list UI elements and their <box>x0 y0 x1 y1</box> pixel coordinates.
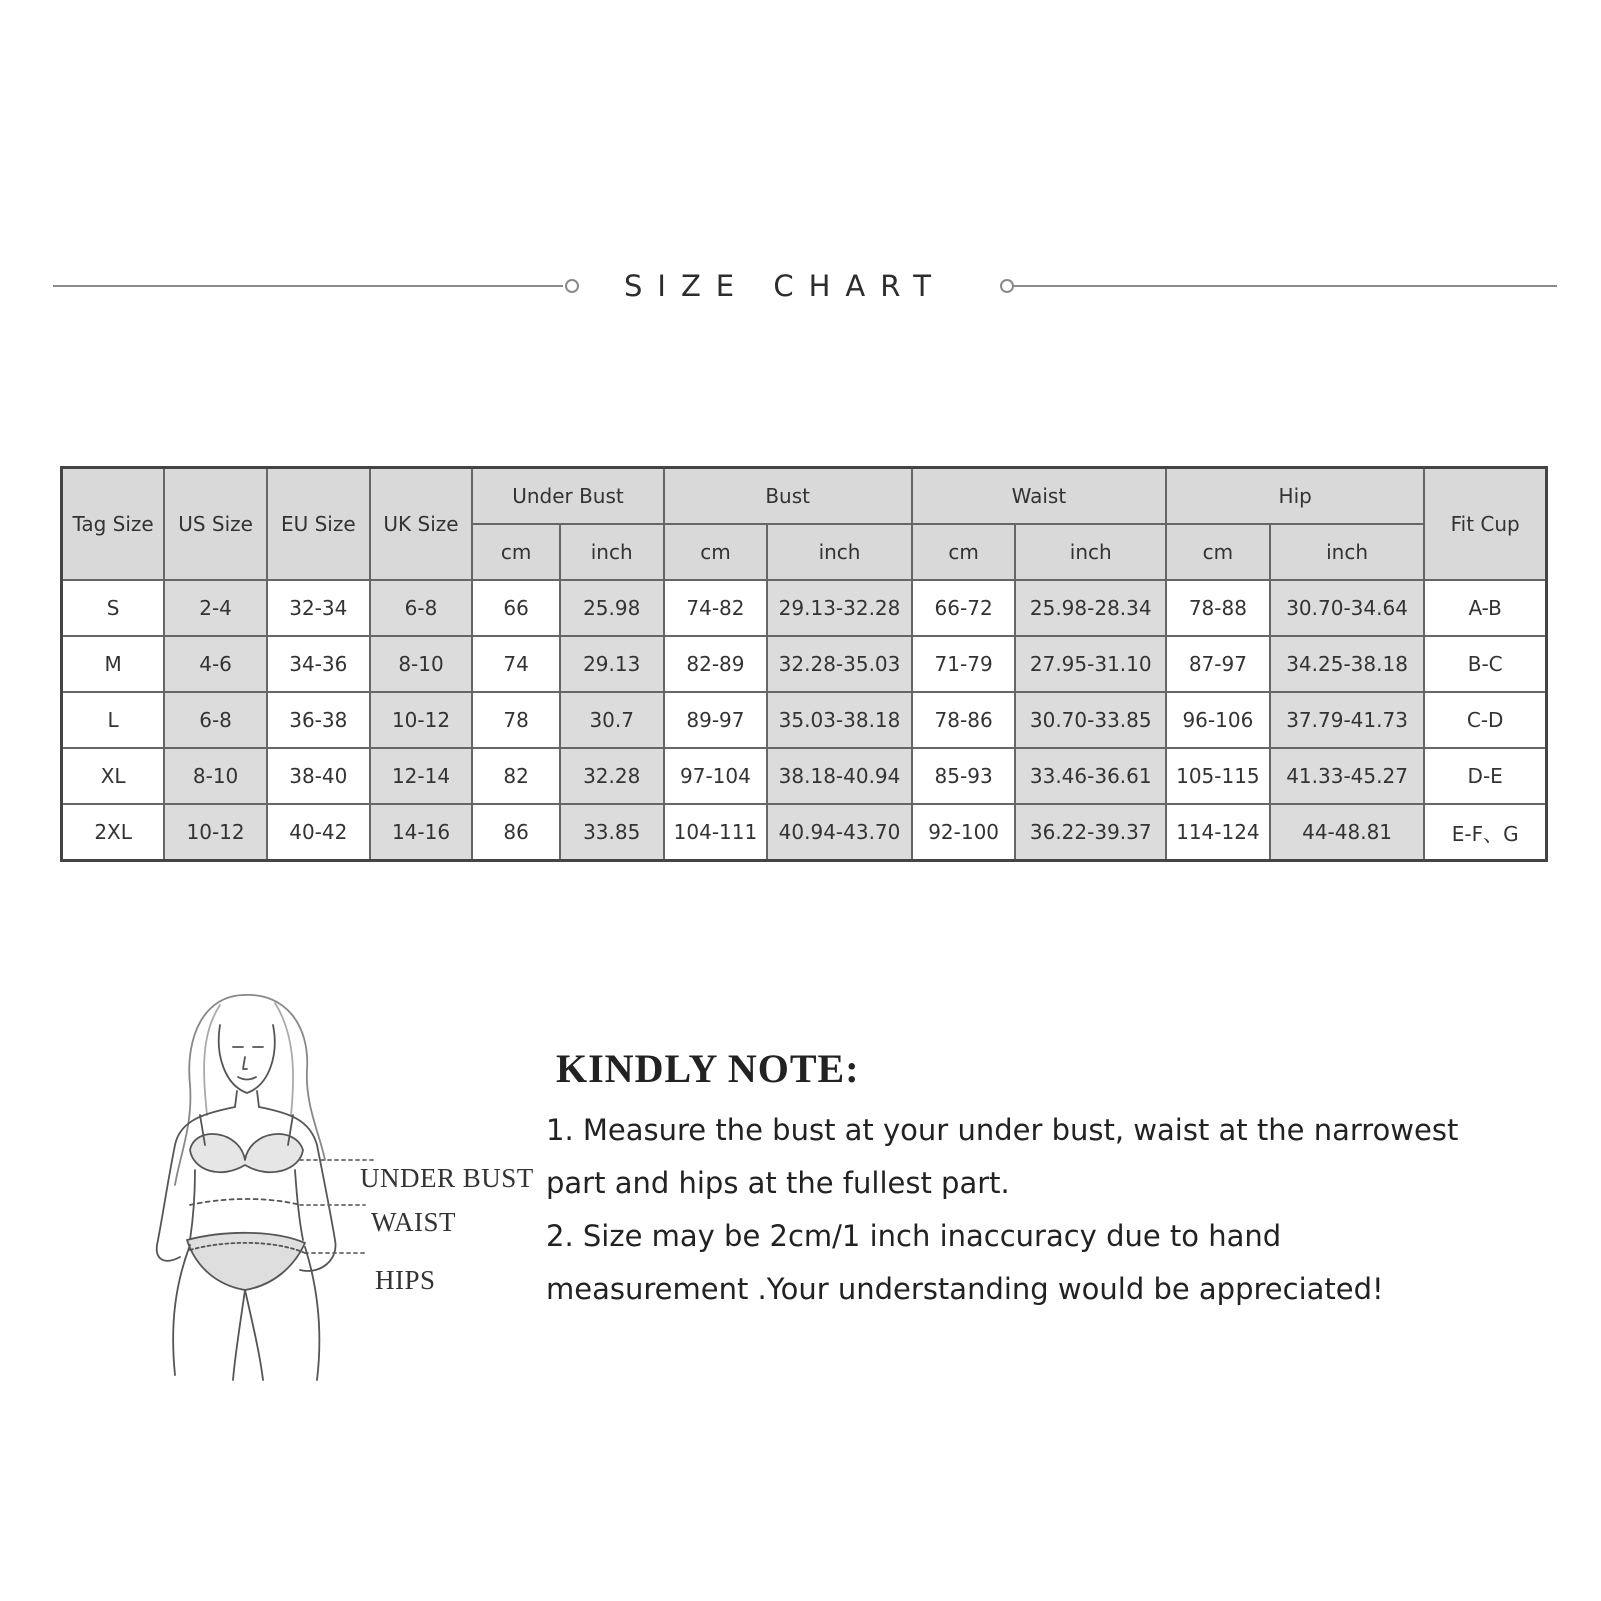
table-cell: 32.28 <box>560 748 664 804</box>
table-cell: M <box>62 636 165 692</box>
header-uk-size: UK Size <box>370 468 473 581</box>
table-row <box>62 636 1547 692</box>
note-line-1: 1. Measure the bust at your under bust, waist at the narrowest <box>546 1113 1459 1147</box>
table-cell: 27.95-31.10 <box>1015 636 1166 692</box>
table-cell: 37.79-41.73 <box>1270 692 1425 748</box>
table-row <box>62 580 1547 636</box>
table-cell: 36-38 <box>267 692 370 748</box>
table-cell: 2-4 <box>164 580 267 636</box>
header-eu-size: EU Size <box>267 468 370 581</box>
page-title: SIZE CHART <box>623 269 947 303</box>
table-cell: 30.7 <box>560 692 664 748</box>
table-row <box>62 692 1547 748</box>
subheader-cm: cm <box>664 524 768 580</box>
subheader-inch: inch <box>560 524 664 580</box>
note-title: KINDLY NOTE: <box>556 1046 860 1091</box>
header-bust: Bust <box>664 468 912 525</box>
table-cell: 34.25-38.18 <box>1270 636 1425 692</box>
table-cell: 2XL <box>62 804 165 861</box>
table-cell: 92-100 <box>912 804 1016 861</box>
table-cell: 89-97 <box>664 692 768 748</box>
table-cell: 82 <box>472 748 559 804</box>
title-rule-left <box>53 285 563 287</box>
table-cell: 87-97 <box>1166 636 1270 692</box>
table-row <box>62 804 1547 861</box>
table-cell: 82-89 <box>664 636 768 692</box>
table-cell: 34-36 <box>267 636 370 692</box>
table-cell: 104-111 <box>664 804 768 861</box>
table-cell: 8-10 <box>164 748 267 804</box>
table-cell: XL <box>62 748 165 804</box>
table-cell: 12-14 <box>370 748 473 804</box>
table-cell: 30.70-34.64 <box>1270 580 1425 636</box>
table-cell: 78-88 <box>1166 580 1270 636</box>
table-cell: 85-93 <box>912 748 1016 804</box>
table-cell: 33.46-36.61 <box>1015 748 1166 804</box>
table-cell: C-D <box>1424 692 1546 748</box>
subheader-cm: cm <box>912 524 1016 580</box>
table-cell: 78-86 <box>912 692 1016 748</box>
table-cell: 33.85 <box>560 804 664 861</box>
table-cell: 71-79 <box>912 636 1016 692</box>
table-cell: 44-48.81 <box>1270 804 1425 861</box>
table-cell: 6-8 <box>164 692 267 748</box>
title-row <box>0 268 1601 308</box>
header-waist: Waist <box>912 468 1166 525</box>
header-fit-cup: Fit Cup <box>1424 468 1546 581</box>
table-cell: 41.33-45.27 <box>1270 748 1425 804</box>
table-cell: 40.94-43.70 <box>767 804 911 861</box>
header-tag-size: Tag Size <box>62 468 165 581</box>
subheader-inch: inch <box>1015 524 1166 580</box>
table-cell: 25.98-28.34 <box>1015 580 1166 636</box>
note-line-4: measurement .Your understanding would be appreciated! <box>546 1272 1384 1306</box>
note-line-2: part and hips at the fullest part. <box>546 1166 1010 1200</box>
table-cell: 10-12 <box>370 692 473 748</box>
table-cell: D-E <box>1424 748 1546 804</box>
table-cell: 78 <box>472 692 559 748</box>
table-cell: 96-106 <box>1166 692 1270 748</box>
size-table <box>60 466 1548 862</box>
table-cell: 97-104 <box>664 748 768 804</box>
table-cell: 32.28-35.03 <box>767 636 911 692</box>
table-cell: 66-72 <box>912 580 1016 636</box>
waist-label: WAIST <box>371 1207 456 1237</box>
table-row <box>62 748 1547 804</box>
table-cell: 35.03-38.18 <box>767 692 911 748</box>
header-hip: Hip <box>1166 468 1424 525</box>
table-cell: 40-42 <box>267 804 370 861</box>
under-bust-label: UNDER BUST <box>360 1163 534 1193</box>
table-cell: 36.22-39.37 <box>1015 804 1166 861</box>
table-cell: 86 <box>472 804 559 861</box>
title-rule-right <box>1012 285 1557 287</box>
table-cell: 8-10 <box>370 636 473 692</box>
table-cell: 30.70-33.85 <box>1015 692 1166 748</box>
subheader-inch: inch <box>767 524 911 580</box>
table-cell: 105-115 <box>1166 748 1270 804</box>
table-cell: S <box>62 580 165 636</box>
table-cell: B-C <box>1424 636 1546 692</box>
table-cell: 74-82 <box>664 580 768 636</box>
table-cell: 25.98 <box>560 580 664 636</box>
hips-label: HIPS <box>375 1265 436 1295</box>
table-cell: 4-6 <box>164 636 267 692</box>
table-cell: E-F、G <box>1424 804 1546 861</box>
header-us-size: US Size <box>164 468 267 581</box>
title-ring-left <box>565 279 579 293</box>
table-cell: 10-12 <box>164 804 267 861</box>
subheader-inch: inch <box>1270 524 1425 580</box>
header-under-bust: Under Bust <box>472 468 663 525</box>
table-cell: 38.18-40.94 <box>767 748 911 804</box>
subheader-cm: cm <box>472 524 559 580</box>
table-cell: 66 <box>472 580 559 636</box>
table-cell: 114-124 <box>1166 804 1270 861</box>
note-line-3: 2. Size may be 2cm/1 inch inaccuracy due to hand <box>546 1219 1282 1253</box>
table-cell: 14-16 <box>370 804 473 861</box>
table-cell: A-B <box>1424 580 1546 636</box>
table-cell: 32-34 <box>267 580 370 636</box>
table-cell: 38-40 <box>267 748 370 804</box>
table-cell: 29.13-32.28 <box>767 580 911 636</box>
subheader-cm: cm <box>1166 524 1270 580</box>
table-cell: 6-8 <box>370 580 473 636</box>
table-cell: 74 <box>472 636 559 692</box>
table-cell: 29.13 <box>560 636 664 692</box>
table-cell: L <box>62 692 165 748</box>
